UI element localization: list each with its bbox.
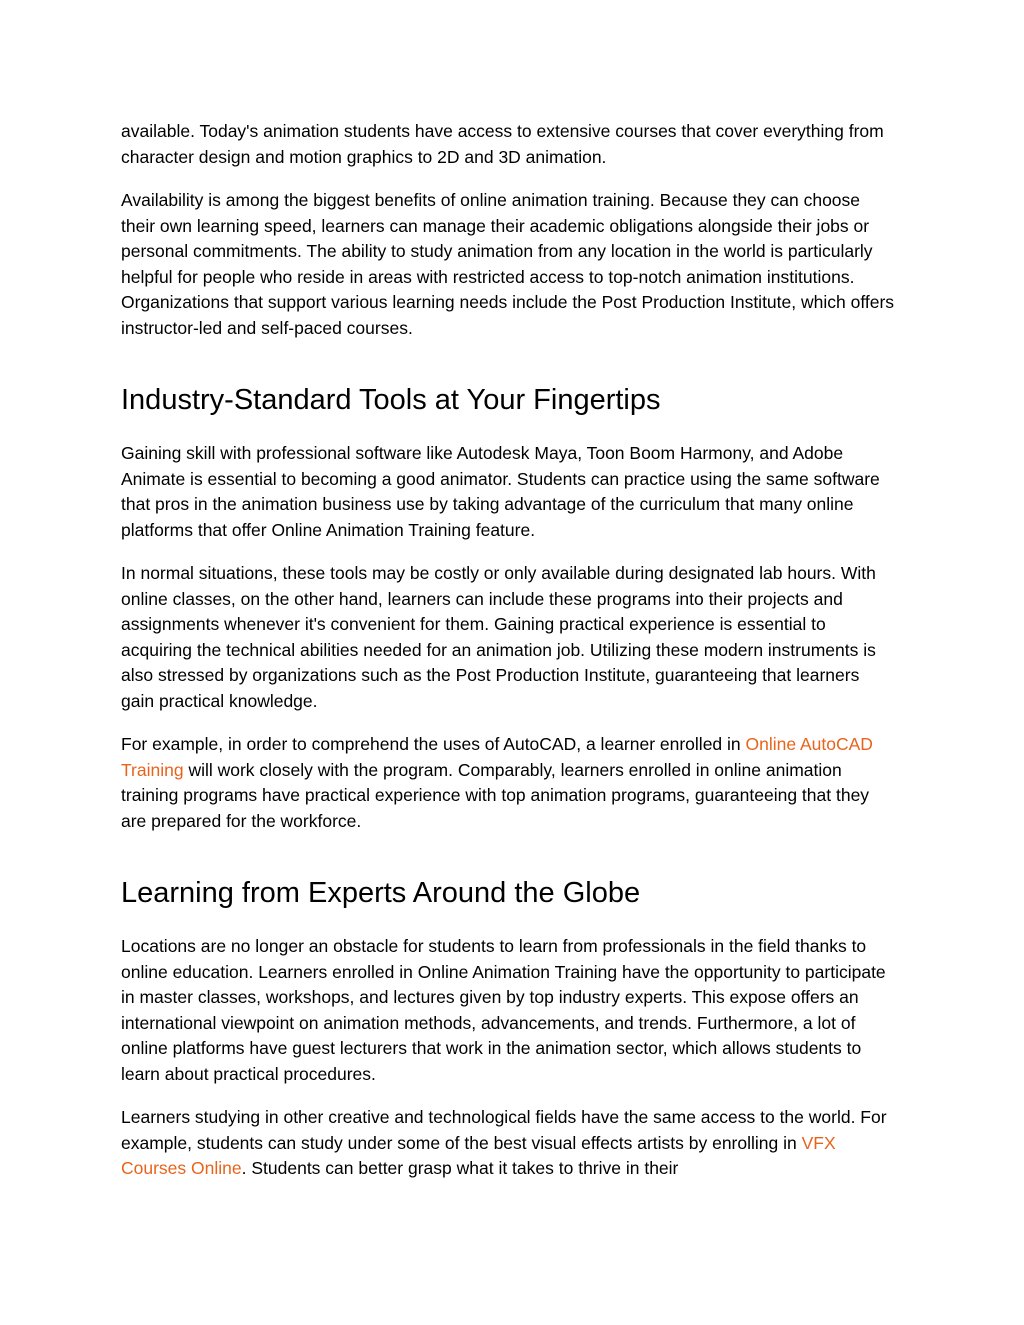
experts-paragraph-2 [121,1105,896,1182]
experts-section-heading: Learning from Experts Around the Globe [121,877,641,909]
document-page [121,119,896,1200]
experts-paragraph-2-text-before: Learners studying in other creative and technological fields have the same access to the world. For example, students can study under some of the best visual effects artists by enrolling in [121,1107,887,1153]
tools-paragraph-3 [121,732,896,834]
experts-paragraph-2-text-after: . Students can better grasp what it takes to thrive in their [241,1158,679,1178]
vfx-courses-online-link[interactable]: VFX Courses Online [121,1132,836,1178]
online-autocad-training-link[interactable]: Online AutoCAD Training [121,734,873,780]
intro-paragraph-continued: available. Today's animation students have access to extensive courses that cover everything from character design and motion graphics to 2D and 3D animation. [121,121,884,167]
tools-paragraph-3-text-before: For example, in order to comprehend the uses of AutoCAD, a learner enrolled in [121,734,746,754]
availability-paragraph: Availability is among the biggest benefits of online animation training. Because they can choose their own learning speed, learners can manage their academic obligations alongside their jobs or personal commitments. The ability to study animation from any location in the world is particularly helpful for people who reside in areas with restricted access to top-notch animation institutions. Organizations that support various learning needs include the Post Production Institute, which offers instructor-led and self-paced courses. [121,190,895,338]
experts-paragraph-1: Locations are no longer an obstacle for students to learn from professionals in the field thanks to online education. Learners enrolled in Online Animation Training have the opportunity to participate in master classes, workshops, and lectures given by top industry experts. This expose offers an international viewpoint on animation methods, advancements, and trends. Furthermore, a lot of online platforms have guest lecturers that work in the animation sector, which allows students to learn about practical procedures. [121,936,886,1084]
tools-paragraph-1: Gaining skill with professional software like Autodesk Maya, Toon Boom Harmony, and Adobe Animate is essential to becoming a good animator. Students can practice using the same software that pros in the animation business use by taking advantage of the curriculum that many online platforms that offer Online Animation Training feature. [121,443,880,540]
tools-paragraph-2: In normal situations, these tools may be costly or only available during designated lab hours. With online classes, on the other hand, learners can include these programs into their projects and assignments whenever it's convenient for them. Gaining practical experience is essential to acquiring the technical abilities needed for an animation job. Utilizing these modern instruments is also stressed by organizations such as the Post Production Institute, guaranteeing that learners gain practical knowledge. [121,563,876,711]
tools-paragraph-3-text-after: will work closely with the program. Comparably, learners enrolled in online animation training programs have practical experience with top animation programs, guaranteeing that they are prepared for the workforce. [121,759,870,831]
tools-section-heading: Industry-Standard Tools at Your Fingertips [121,384,661,416]
